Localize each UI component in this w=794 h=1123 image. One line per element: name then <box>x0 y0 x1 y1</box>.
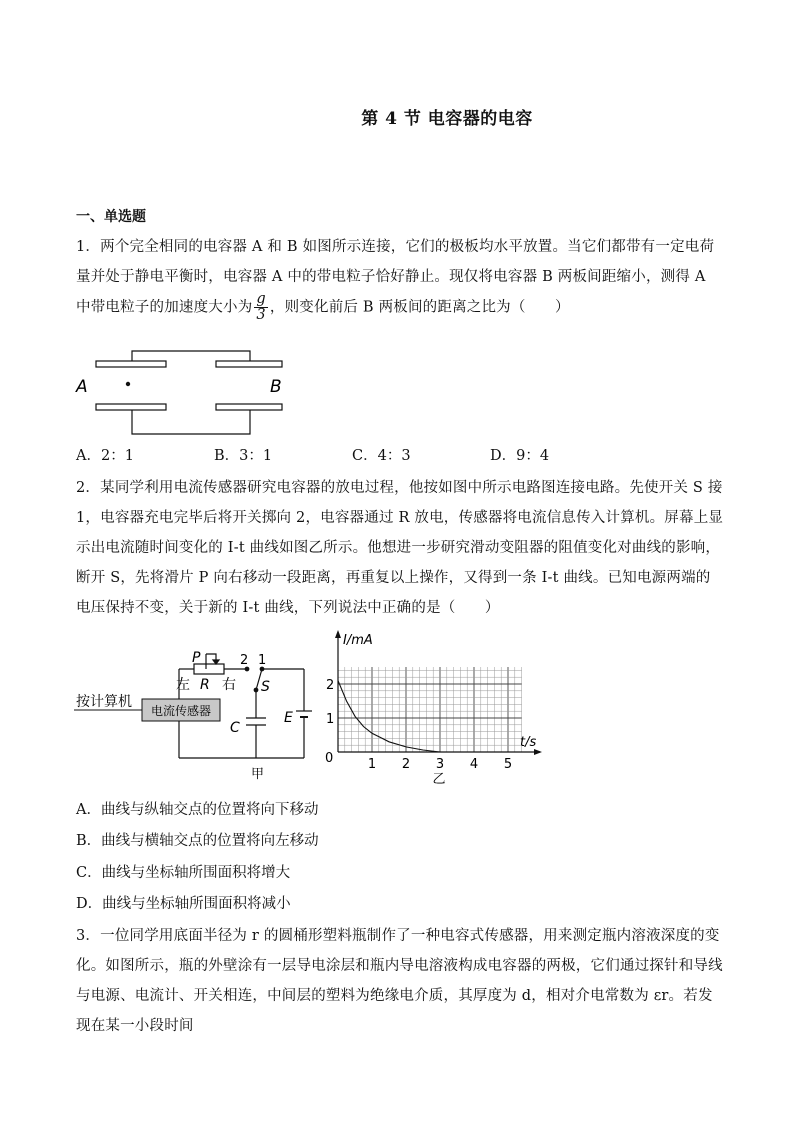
section-heading: 一、单选题 <box>76 209 146 225</box>
question-3: 3．一位同学用底面半径为 r 的圆桶形塑料瓶制作了一种电容式传感器，用来测定瓶内溶液深度的变化。如图所示，瓶的外壁涂有一层导电涂层和瓶内导电溶液构成电容器的两极，它们通过探针和导线与电源、电流计、开关相连，中间层的塑料为绝缘电介质，其厚度为 d，相对介电常数为 εr。若发现在某一小段时间 <box>76 928 723 1034</box>
q2-option-c[interactable]: C．曲线与坐标轴所围面积将增大 <box>76 865 291 881</box>
q1-option-a[interactable]: A．2：1 <box>76 448 134 464</box>
origin-label: 0 <box>325 751 334 766</box>
q2-option-b[interactable]: B．曲线与横轴交点的位置将向左移动 <box>76 833 319 849</box>
charged-particle <box>126 382 130 386</box>
label-r: R <box>200 677 210 693</box>
sensor-label: 电流传感器 <box>150 704 212 718</box>
label-1: 1 <box>258 653 267 668</box>
q1-text-b: ，则变化前后 B 两板间的距离之比为（ ） <box>269 299 570 316</box>
q1-frac-den: 3 <box>256 307 266 323</box>
graph-grid <box>338 667 522 752</box>
label-e: E <box>284 710 293 726</box>
y-axis-label: I/mA <box>343 633 373 648</box>
q2-it-graph <box>315 628 545 788</box>
capacitor-b-top-plate <box>216 361 282 367</box>
x-tick-5: 5 <box>503 757 513 772</box>
capacitor-a-top-plate <box>96 361 166 367</box>
q1-option-c[interactable]: C．4：3 <box>352 448 411 464</box>
q2-option-a[interactable]: A．曲线与纵轴交点的位置将向下移动 <box>76 802 319 818</box>
capacitor-b-bottom-plate <box>216 404 282 410</box>
q1-fraction <box>254 292 267 323</box>
q2-circuit-diagram <box>72 648 335 783</box>
q2-option-d[interactable]: D．曲线与坐标轴所围面积将减小 <box>76 896 291 912</box>
x-tick-1: 1 <box>367 757 377 772</box>
q1-option-b[interactable]: B．3：1 <box>214 448 273 464</box>
q1-option-d[interactable]: D．9：4 <box>490 448 550 464</box>
x-tick-3: 3 <box>435 757 445 772</box>
page-title: 第 4 节 电容器的电容 <box>361 109 533 129</box>
label-s: S <box>261 679 270 695</box>
q1-text-a: 1．两个完全相同的电容器 A 和 B 如图所示连接，它们的极板均水平放置。当它们都带有一定电荷量并处于静电平衡时，电容器 A 中的带电粒子恰好静止。现仅将电容器 B 两板间距缩小，测得 A 中带电粒子的加速度大小为 <box>76 239 715 316</box>
label-right: 右 <box>222 677 236 693</box>
question-2: 2．某同学利用电流传感器研究电容器的放电过程，他按如图中所示电路图连接电路。先使开关 S 接 1，电容器充电完毕后将开关掷向 2，电容器通过 R 放电，传感器将电流信息传入计算机。屏幕上显示出电流随时间变化的 I-t 曲线如图乙所示。他想进一步研究滑动变阻器的阻值变化对曲线的影响，断开 S，先将滑片 P 向右移动一段距离，再重复以上操作，又得到一条 I-t 曲线。已知电源两端的电压保持不变，关于新的 I-t 曲线，下列说法中正确的是（ ） <box>76 480 724 616</box>
it-curve <box>338 681 440 752</box>
x-axis-label: t/s <box>520 735 537 750</box>
x-tick-4: 4 <box>469 757 479 772</box>
computer-label: 按计算机 <box>76 694 132 710</box>
question-1 <box>76 232 724 323</box>
y-tick-1: 1 <box>326 712 335 727</box>
graph-caption: 乙 <box>432 772 446 787</box>
circuit-caption: 甲 <box>251 767 265 782</box>
q1-frac-num: g <box>256 291 266 307</box>
top-wire <box>132 351 250 361</box>
bottom-wire <box>132 410 250 434</box>
y-tick-2: 2 <box>326 678 335 693</box>
label-a: A <box>76 377 88 397</box>
label-p: P <box>192 650 201 666</box>
label-2: 2 <box>240 653 249 668</box>
q1-capacitor-figure <box>70 350 300 440</box>
label-b: B <box>270 377 282 397</box>
label-left: 左 <box>176 677 190 693</box>
capacitor-a-bottom-plate <box>96 404 166 410</box>
x-tick-2: 2 <box>401 757 411 772</box>
label-c: C <box>230 720 240 736</box>
